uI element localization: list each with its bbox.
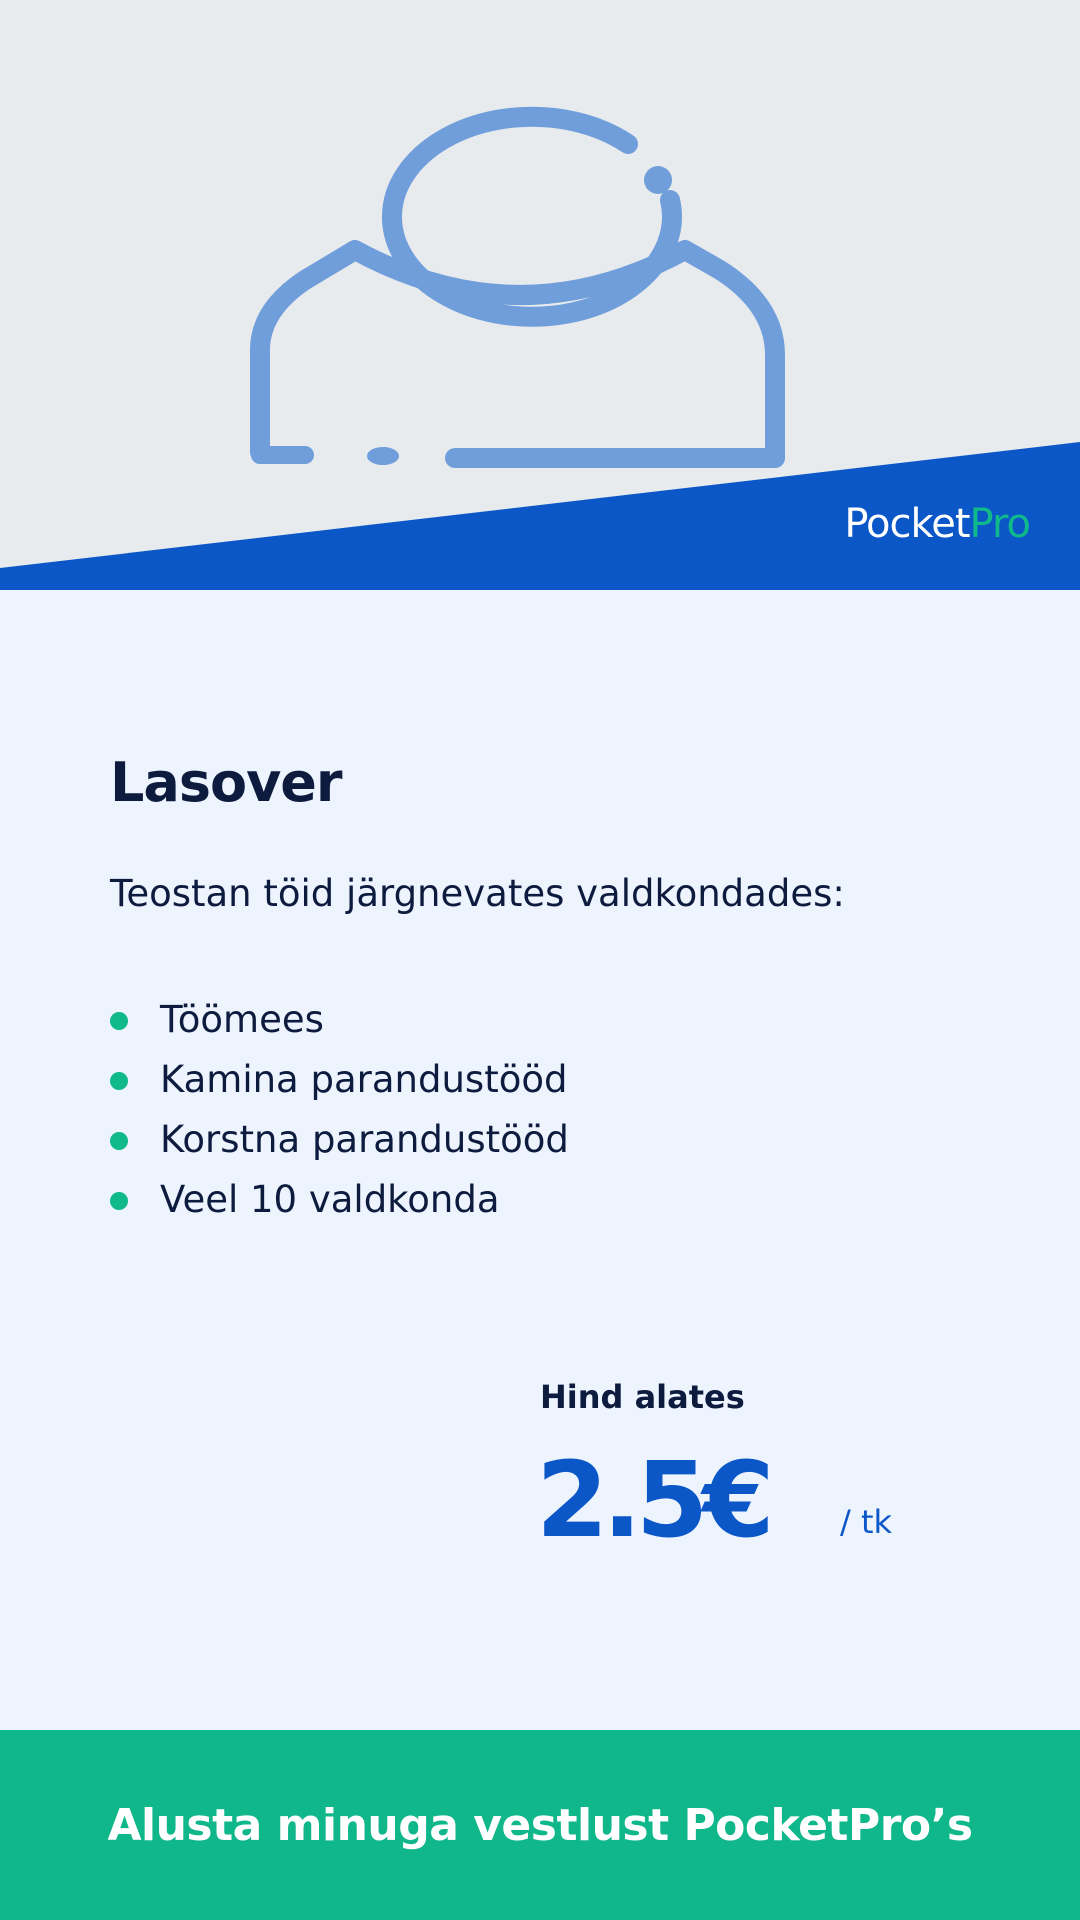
price-unit: / tk [840,1503,893,1541]
bullet-icon [110,1012,128,1030]
price-value: 2.5€ [536,1439,769,1561]
list-item [110,1050,569,1110]
profile-details [110,750,990,1221]
service-field-label: Töömees [160,998,324,1041]
list-item [110,1170,569,1230]
start-chat-button-label: Alusta minuga vestlust PocketPro’s [107,1799,973,1851]
hero-section [0,0,1080,590]
services-intro: Teostan töid järgnevates valdkondades: [110,872,845,915]
bullet-icon [110,1132,128,1150]
price-label: Hind alates [540,1378,745,1416]
start-chat-button[interactable] [0,1730,1080,1920]
service-field-label: Veel 10 valdkonda [160,1178,500,1221]
price-row [536,1439,960,1561]
bullet-icon [110,1072,128,1090]
service-field-label: Korstna parandustööd [160,1118,569,1161]
pocketpro-logo [844,498,1030,550]
service-field-label: Kamina parandustööd [160,1058,568,1101]
logo-text-pro: Pro [969,501,1030,547]
service-fields-list [110,990,569,1230]
logo-text-pocket: Pocket [844,501,970,547]
bullet-icon [110,1192,128,1210]
list-item [110,990,569,1050]
provider-name: Lasover [110,751,342,814]
list-item [110,1110,569,1170]
price-block [536,1375,960,1561]
